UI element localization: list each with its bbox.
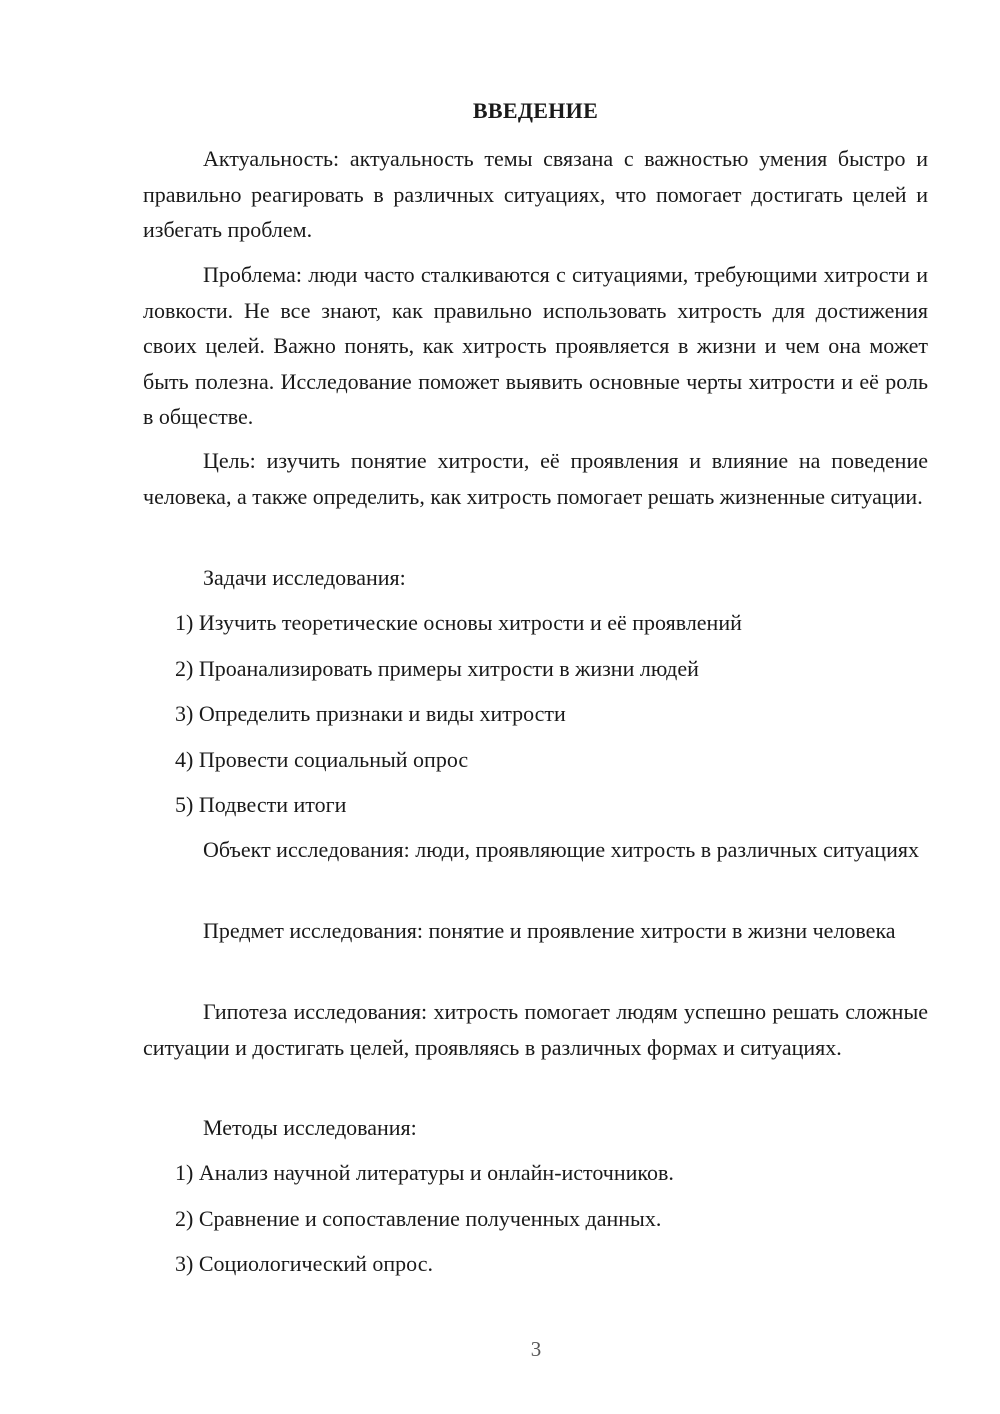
methods-heading: Методы исследования: bbox=[203, 1115, 417, 1140]
problem-paragraph: Проблема: люди часто сталкиваются с ситуациями, требующими хитрости и ловкости. Не все знают, как правильно использовать хитрость для достижения своих целей. Важно понять, как хитрость проявляется в жизни и чем она может быть полезна. Исследование поможет выявить основные черты хитрости и её роль в обществе. bbox=[143, 262, 928, 429]
task-item-1: 1) Изучить теоретические основы хитрости и её проявлений bbox=[175, 610, 742, 635]
page-number: 3 bbox=[530, 1337, 542, 1361]
goal-paragraph: Цель: изучить понятие хитрости, её проявления и влияние на поведение человека, а также определить, как хитрость помогает решать жизненные ситуации. bbox=[143, 448, 928, 509]
task-item-3: 3) Определить признаки и виды хитрости bbox=[175, 701, 566, 726]
hypothesis-paragraph: Гипотеза исследования: хитрость помогает людям успешно решать сложные ситуации и достигать целей, проявляясь в различных формах и ситуациях. bbox=[143, 999, 928, 1060]
relevance-paragraph: Актуальность: актуальность темы связана с важностью умения быстро и правильно реагировать в различных ситуациях, что помогает достигать целей и избегать проблем. bbox=[143, 146, 928, 242]
method-item-3: 3) Социологический опрос. bbox=[175, 1251, 433, 1276]
tasks-heading: Задачи исследования: bbox=[203, 565, 406, 590]
method-item-1: 1) Анализ научной литературы и онлайн-источников. bbox=[175, 1160, 674, 1185]
task-item-4: 4) Провести социальный опрос bbox=[175, 747, 469, 772]
task-item-2: 2) Проанализировать примеры хитрости в жизни людей bbox=[175, 656, 699, 681]
method-item-2: 2) Сравнение и сопоставление полученных данных. bbox=[175, 1206, 662, 1231]
page-title: ВВЕДЕНИЕ bbox=[472, 98, 599, 123]
subject-paragraph: Предмет исследования: понятие и проявление хитрости в жизни человека bbox=[203, 918, 896, 943]
task-item-5: 5) Подвести итоги bbox=[175, 792, 347, 817]
object-paragraph: Объект исследования: люди, проявляющие хитрость в различных ситуациях bbox=[203, 837, 919, 862]
